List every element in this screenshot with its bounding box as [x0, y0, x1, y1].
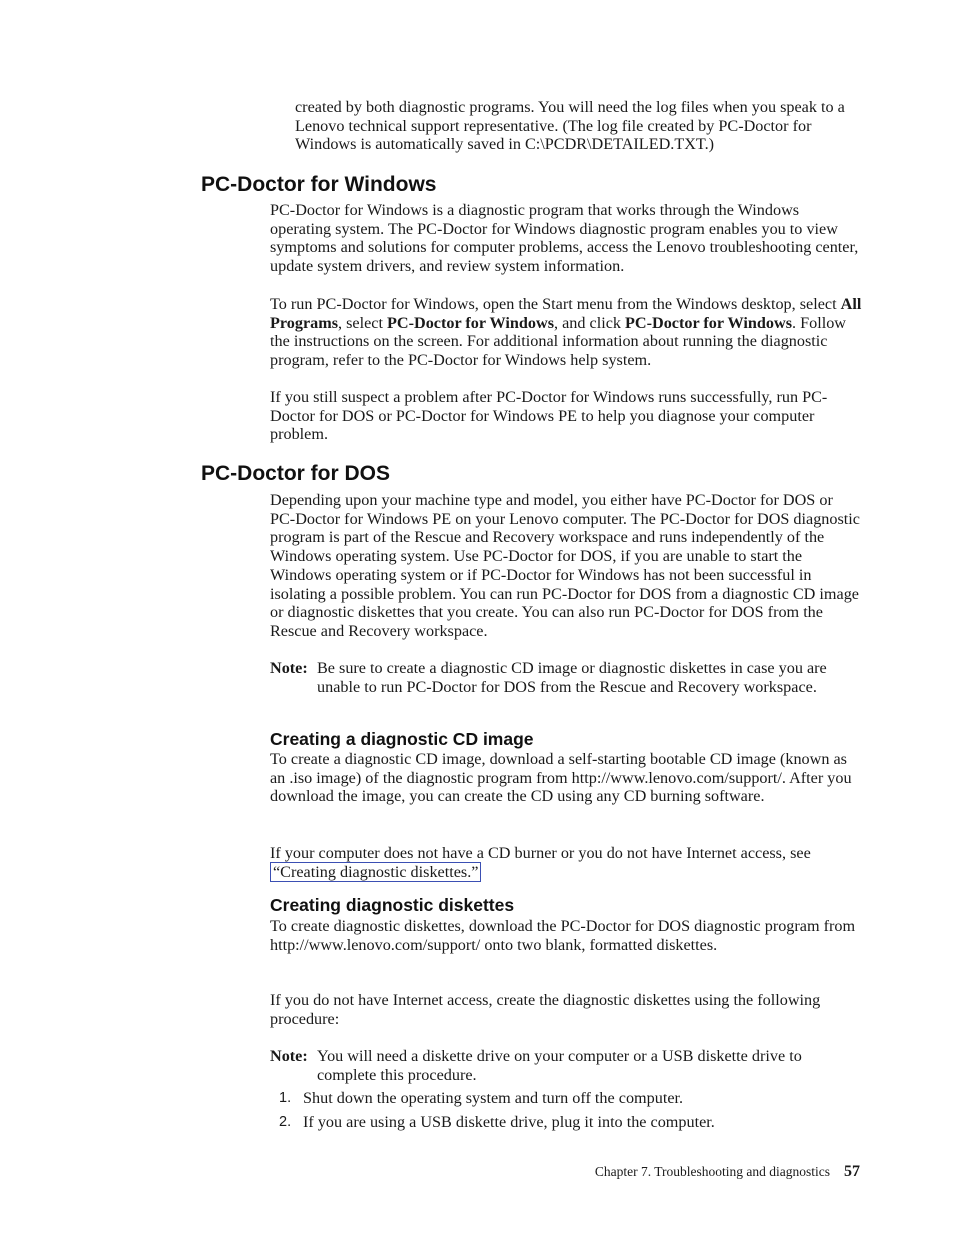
footer-chapter: Chapter 7. Troubleshooting and diagnostics: [594, 1164, 830, 1179]
dos-note-label: Note:: [270, 659, 308, 677]
windows-p2-bold-pcdoctor: PC-Doctor for Windows: [387, 313, 555, 332]
windows-p2-bold-all-programs: All Programs: [270, 295, 862, 332]
windows-paragraph-3: If you still suspect a problem after PC-Doctor for Windows runs successfully, run PC-Doctor for DOS or PC-Doctor for Windows PE to help you diagnose your computer problem.: [270, 388, 828, 444]
heading-creating-cd-image: Creating a diagnostic CD image: [270, 729, 534, 749]
windows-p2-bold-pcdoctor-2: PC-Doctor for Windows: [625, 313, 793, 332]
windows-paragraph-1: PC-Doctor for Windows is a diagnostic program that works through the Windows operating system. The PC-Doctor for Windows diagnostic program enables you to view symptoms and solutions for computer problems, access the Lenovo troubleshooting center, update system drivers, and review system information.: [270, 201, 859, 276]
windows-p2-text-d: , and click: [554, 313, 626, 332]
intro-paragraph: created by both diagnostic programs. You will need the log files when you speak to a Lenovo technical support representative. (The log file created by PC-Doctor for Windows is automatically saved in C:\PCDR\DETAILED.TXT.): [295, 98, 845, 154]
step-number: 1.: [279, 1090, 292, 1106]
page-footer: [0, 1163, 860, 1181]
diskettes-paragraph-2: If you do not have Internet access, create the diagnostic diskettes using the following procedure:: [270, 991, 821, 1028]
step-text: Shut down the operating system and turn off the computer.: [303, 1089, 684, 1107]
heading-pc-doctor-windows: PC-Doctor for Windows: [201, 173, 437, 196]
dos-paragraph-1: Depending upon your machine type and model, you either have PC-Doctor for DOS or PC-Doctor for Windows PE on your Lenovo computer. The PC-Doctor for DOS diagnostic program is part of the Rescue and Recovery workspace and runs independently of the Windows operating system. Use PC-Doctor for DOS, if you are unable to start the Windows operating system or if PC-Doctor for Windows has not been successful in isolating a possible problem. You can run PC-Doctor for DOS from a diagnostic CD image or diagnostic diskettes that you create. You can also run PC-Doctor for DOS from the Rescue and Recovery workspace.: [270, 491, 860, 640]
diskettes-note-label: Note:: [270, 1047, 308, 1065]
diskettes-paragraph-1: To create diagnostic diskettes, download the PC-Doctor for DOS diagnostic program from http://www.lenovo.com/support/ onto two blank, formatted diskettes.: [270, 917, 856, 954]
list-item: [270, 1113, 862, 1132]
windows-p2-text-a: To run PC-Doctor for Windows, open the Start menu from the Windows desktop, select: [270, 295, 841, 313]
procedure-steps: [270, 1089, 862, 1136]
windows-p2-text-e: . Follow the instructions on the screen. For additional information about running the diagnostic program, refer to the PC-Doctor for Windows help system.: [270, 313, 847, 370]
dos-note-text: Be sure to create a diagnostic CD image or diagnostic diskettes in case you are unable to run PC-Doctor for DOS from the Rescue and Recovery workspace.: [317, 659, 827, 696]
list-item: [270, 1089, 862, 1108]
diskettes-note-text: You will need a diskette drive on your computer or a USB diskette drive to complete this procedure.: [317, 1047, 802, 1084]
heading-creating-diskettes: Creating diagnostic diskettes: [270, 895, 515, 915]
cd-paragraph-2: [270, 844, 862, 881]
step-text: If you are using a USB diskette drive, plug it into the computer.: [303, 1112, 715, 1131]
step-number: 2.: [279, 1113, 292, 1130]
cd-p2-text: If your computer does not have a CD burner or you do not have Internet access, see: [270, 844, 811, 862]
windows-paragraph-2: [270, 295, 862, 370]
heading-pc-doctor-dos: PC-Doctor for DOS: [201, 462, 390, 485]
page-number: 57: [844, 1163, 860, 1180]
windows-p2-text-c: , select: [338, 313, 388, 332]
diskettes-note: [270, 1047, 862, 1084]
dos-note: [270, 659, 862, 696]
creating-diagnostic-diskettes-link[interactable]: “Creating diagnostic diskettes.”: [270, 862, 481, 882]
cd-paragraph-1: To create a diagnostic CD image, download a self-starting bootable CD image (known as an .iso image) of the diagnostic program from http://www.lenovo.com/support/. After you download the image, you can create the CD using any CD burning software.: [270, 750, 852, 806]
